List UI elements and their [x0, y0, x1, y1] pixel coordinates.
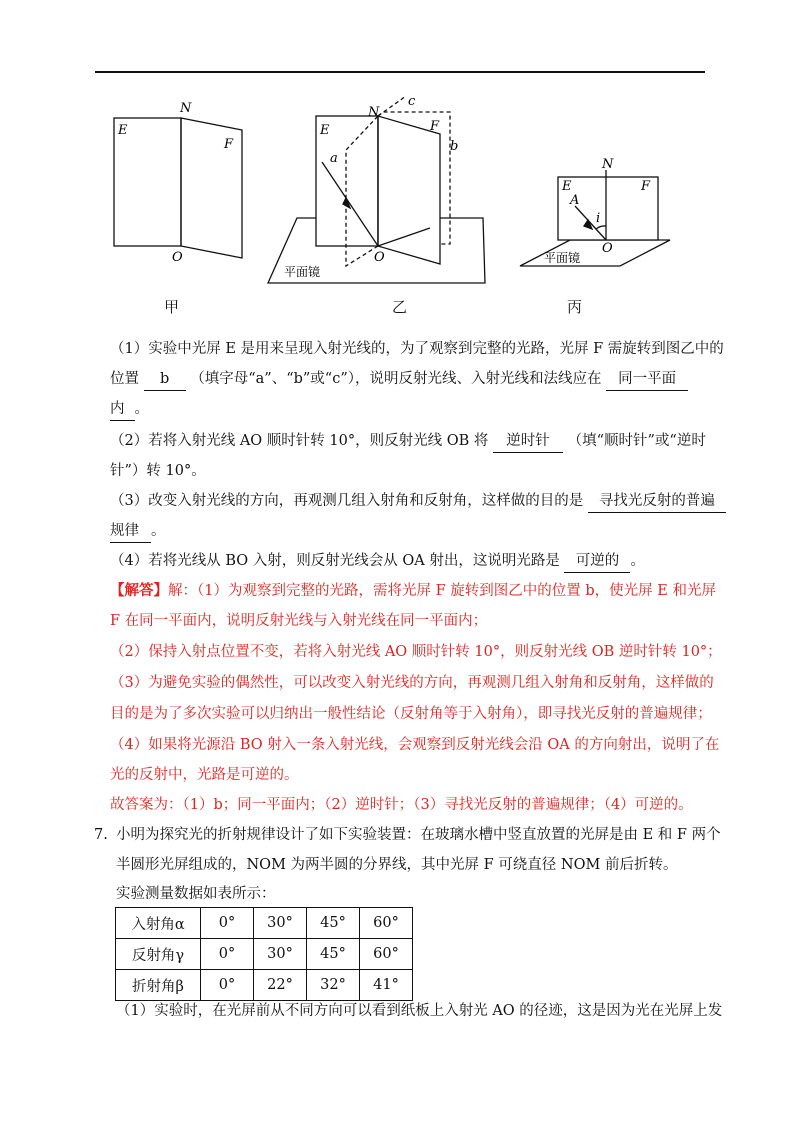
bing-label-A: A [570, 193, 580, 208]
table-row [116, 908, 413, 939]
q1-line3 [110, 398, 710, 421]
bing-label-O: O [602, 241, 613, 256]
q1-answer-3: 内 [110, 398, 135, 421]
caption-bing: 丙 [567, 298, 583, 316]
answer-l1-text: 解：（1）为观察到完整的光路，需将光屏 F 旋转到图乙中的位置 b，使光屏 E 和光屏 [168, 583, 716, 599]
table-row [116, 939, 413, 970]
jia-label-N: N [180, 101, 192, 116]
q3-answer-2: 规律 [110, 520, 151, 543]
data-table [115, 907, 413, 1001]
q4-l1-pre: （4）若将光线从 BO 入射，则反射光线会从 OA 射出，这说明光路是 [110, 553, 560, 569]
q1-line1: （1）实验中光屏 E 是用来呈现入射光线的，为了观察到完整的光路，光屏 F 需旋转到图乙中的 [110, 341, 724, 357]
bing-label-i: i [596, 211, 601, 226]
table-cell: 41° [360, 970, 413, 1001]
jia-label-E: E [118, 123, 128, 138]
q1-answer-1: b [144, 368, 186, 391]
q4-answer: 可逆的 [564, 550, 630, 573]
yi-label-N: N [368, 105, 380, 120]
table-cell: 60° [360, 939, 413, 970]
figure [100, 90, 710, 330]
q2-l1-pre: （2）若将入射光线 AO 顺时针转 10°，则反射光线 OB 将 [110, 433, 489, 449]
yi-label-a: a [330, 151, 338, 166]
q2-answer: 逆时针 [493, 430, 563, 453]
table-cell: 0° [201, 939, 254, 970]
q3-line2 [110, 520, 710, 543]
q7-line4: （1）实验时，在光屏前从不同方向可以看到纸板上入射光 AO 的径迹，这是因为光在光屏上发 [116, 1003, 723, 1019]
table-row [116, 970, 413, 1001]
table-cell: 反射角γ [116, 939, 201, 970]
answer-line5: 目的是为了多次实验可以归纳出一般性结论（反射角等于入射角），即寻找光反射的普遍规律； [110, 706, 712, 722]
jia-label-F: F [224, 137, 234, 152]
q4-l1-post: 。 [630, 553, 645, 569]
table-cell: 22° [254, 970, 307, 1001]
table-cell: 30° [254, 939, 307, 970]
q7-line2: 半圆形光屏组成的，NOM 为两半圆的分界线，其中光屏 F 可绕直径 NOM 前后折转。 [116, 857, 678, 873]
q7-line3: 实验测量数据如表所示： [116, 886, 276, 902]
q1-l2-mid: （填字母“a”、“b”或“c”），说明反射光线、入射光线和法线应在 [190, 371, 602, 387]
table-cell: 32° [307, 970, 360, 1001]
table-cell: 30° [254, 908, 307, 939]
yi-label-c: c [408, 94, 416, 109]
answer-line1 [110, 580, 716, 602]
table-cell: 45° [307, 939, 360, 970]
caption-yi: 乙 [392, 298, 408, 316]
q3-l1-pre: （3）改变入射光线的方向，再观测几组入射角和反射角，这样做的目的是 [110, 493, 584, 509]
q1-answer-2: 同一平面 [606, 368, 688, 391]
q1-l2-pre: 位置 [110, 371, 139, 387]
q2-l1-post: （填“顺时针”或“逆时 [567, 433, 706, 449]
bing-label-E: E [562, 179, 572, 194]
answer-tag: 【解答】 [110, 582, 168, 599]
table-cell: 入射角α [116, 908, 201, 939]
table-cell: 60° [360, 908, 413, 939]
answer-line2: F 在同一平面内，说明反射光线与入射光线在同一平面内； [110, 613, 488, 629]
q2-line1 [110, 430, 710, 453]
yi-label-b: b [450, 139, 459, 154]
q7-number: 7. [94, 827, 108, 843]
q3-line1 [110, 490, 715, 513]
answer-line4: （3）为避免实验的偶然性，可以改变入射光线的方向，再观测几组入射角和反射角，这样做的 [110, 675, 714, 691]
table-cell: 折射角β [116, 970, 201, 1001]
answer-line7: 光的反射中，光路是可逆的。 [110, 767, 299, 783]
answer-line8: 故答案为：（1）b；同一平面内；（2）逆时针；（3）寻找光反射的普遍规律；（4）可逆的。 [110, 797, 693, 813]
q1-line2 [110, 368, 710, 391]
answer-line3: （2）保持入射点位置不变，若将入射光线 AO 顺时针转 10°，则反射光线 OB 逆时针转 10°； [110, 644, 722, 660]
bing-label-N: N [602, 157, 614, 172]
table-cell: 0° [201, 908, 254, 939]
yi-label-E: E [320, 123, 330, 138]
caption-jia: 甲 [164, 298, 180, 316]
table-cell: 0° [201, 970, 254, 1001]
answer-line6: （4）如果将光源沿 BO 射入一条入射光线，会观察到反射光线会沿 OA 的方向射出，说明了在 [110, 737, 720, 753]
jia-label-O: O [172, 250, 183, 265]
yi-label-O: O [374, 250, 385, 265]
q7-line1: 小明为探究光的折射规律设计了如下实验装置：在玻璃水槽中竖直放置的光屏是由 E 和 F 两个 [116, 827, 721, 843]
figure-jia [114, 118, 242, 258]
bing-label-F: F [641, 179, 651, 194]
table-cell: 45° [307, 908, 360, 939]
bing-mirror-label: 平面镜 [544, 251, 581, 265]
q3-answer: 寻找光反射的普遍 [588, 490, 726, 513]
yi-label-F: F [430, 119, 440, 134]
q2-line2: 针”）转 10°。 [110, 463, 206, 479]
q1-l3-post: 。 [134, 401, 149, 417]
q4-line1 [110, 550, 710, 573]
top-rule [95, 71, 705, 73]
q3-l2-post: 。 [151, 523, 166, 539]
yi-mirror-label: 平面镜 [284, 265, 321, 279]
